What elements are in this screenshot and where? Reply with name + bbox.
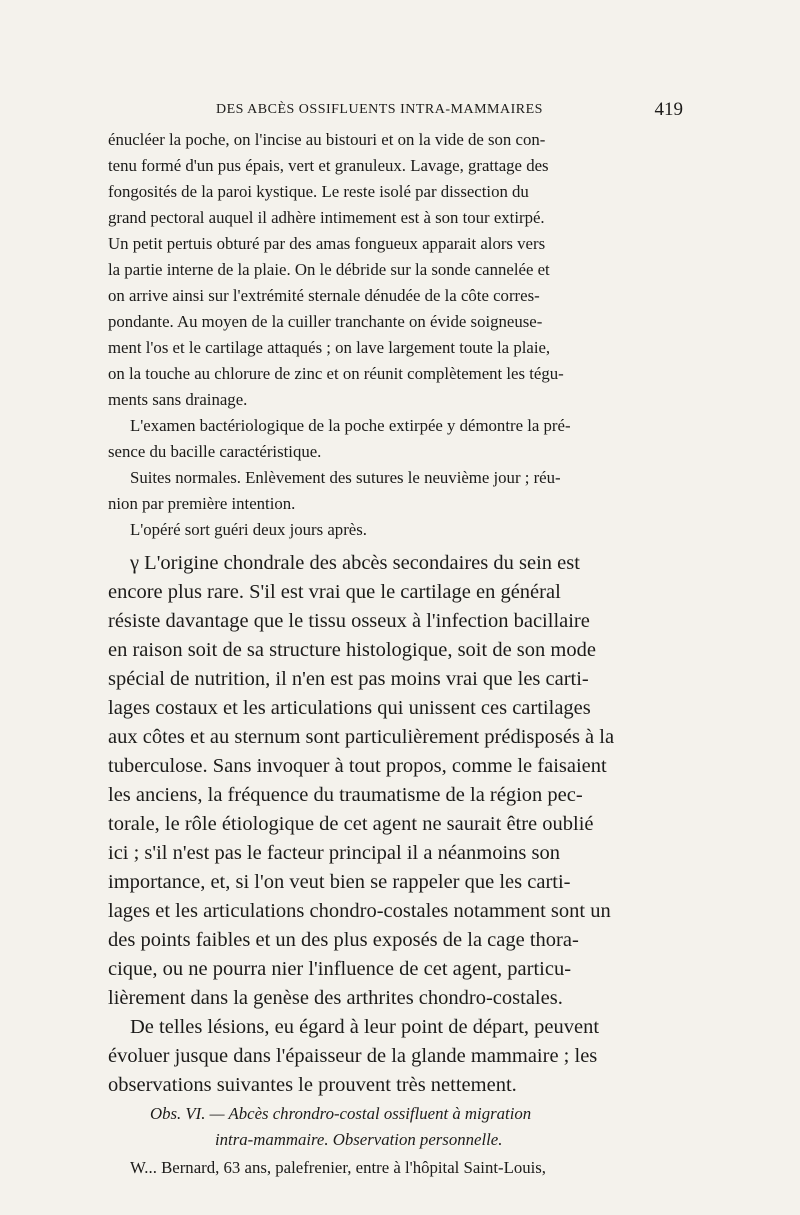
running-head: DES ABCÈS OSSIFLUENTS INTRA-MAMMAIRES [216, 102, 543, 117]
text-line: on arrive ainsi sur l'extrémité sternale dénudée de la côte corres- [108, 286, 540, 305]
text-line: W... Bernard, 63 ans, palefrenier, entre à l'hôpital Saint-Louis, [130, 1158, 547, 1177]
page-header [108, 99, 683, 124]
text-line: encore plus rare. S'il est vrai que le cartilage en général [108, 581, 561, 603]
text-line: on la touche au chlorure de zinc et on réunit complètement les tégu- [108, 364, 564, 383]
observation-heading: Obs. VI. — Abcès chrondro-costal ossifluent à migration [150, 1104, 532, 1123]
text-line: observations suivantes le prouvent très nettement. [108, 1074, 517, 1096]
text-line: fongosités de la paroi kystique. Le reste isolé par dissection du [108, 182, 529, 201]
text-line: importance, et, si l'on veut bien se rappeler que les carti- [108, 871, 571, 893]
text-line: Un petit pertuis obturé par des amas fongueux apparait alors vers [108, 234, 546, 253]
text-line: résiste davantage que le tissu osseux à l'infection bacillaire [108, 610, 590, 632]
text-line: nion par première intention. [108, 494, 296, 513]
text-line: torale, le rôle étiologique de cet agent ne saurait être oublié [108, 813, 594, 835]
text-line: la partie interne de la plaie. On le débride sur la sonde cannelée et [108, 260, 550, 279]
text-line: L'opéré sort guéri deux jours après. [130, 520, 367, 539]
text-line: Suites normales. Enlèvement des sutures le neuvième jour ; réu- [130, 468, 561, 487]
text-line: en raison soit de sa structure histologique, soit de son mode [108, 639, 596, 661]
text-line: pondante. Au moyen de la cuiller tranchante on évide soigneuse- [108, 312, 543, 331]
text-line: sence du bacille caractéristique. [108, 442, 322, 461]
text-line: De telles lésions, eu égard à leur point de départ, peuvent [130, 1016, 600, 1038]
text-line: lages et les articulations chondro-costales notamment sont un [108, 900, 611, 922]
text-line: énucléer la poche, on l'incise au bistouri et on la vide de son con- [108, 130, 546, 149]
text-line: ments sans drainage. [108, 390, 248, 409]
text-line: lages costaux et les articulations qui unissent ces cartilages [108, 697, 591, 719]
observation-heading: intra-mammaire. Observation personnelle. [215, 1130, 503, 1149]
text-line: tenu formé d'un pus épais, vert et granuleux. Lavage, grattage des [108, 156, 549, 175]
text-line: aux côtes et au sternum sont particulièrement prédisposés à la [108, 726, 615, 748]
text-line: cique, ou ne pourra nier l'influence de cet agent, particu- [108, 958, 572, 980]
text-line: les anciens, la fréquence du traumatisme de la région pec- [108, 784, 583, 806]
text-line: tuberculose. Sans invoquer à tout propos, comme le faisaient [108, 755, 607, 777]
text-line: grand pectoral auquel il adhère intimement est à son tour extirpé. [108, 208, 545, 227]
page-number: 419 [654, 99, 683, 120]
text-line: des points faibles et un des plus exposés de la cage thora- [108, 929, 579, 951]
text-line: γ L'origine chondrale des abcès secondaires du sein est [130, 552, 580, 574]
text-line: évoluer jusque dans l'épaisseur de la glande mammaire ; les [108, 1045, 598, 1067]
text-line: spécial de nutrition, il n'en est pas moins vrai que les carti- [108, 668, 589, 690]
text-line: ici ; s'il n'est pas le facteur principal il a néanmoins son [108, 842, 561, 864]
text-line: L'examen bactériologique de la poche extirpée y démontre la pré- [130, 416, 571, 435]
text-line: lièrement dans la genèse des arthrites chondro-costales. [108, 987, 563, 1009]
text-line: ment l'os et le cartilage attaqués ; on lave largement toute la plaie, [108, 338, 551, 357]
